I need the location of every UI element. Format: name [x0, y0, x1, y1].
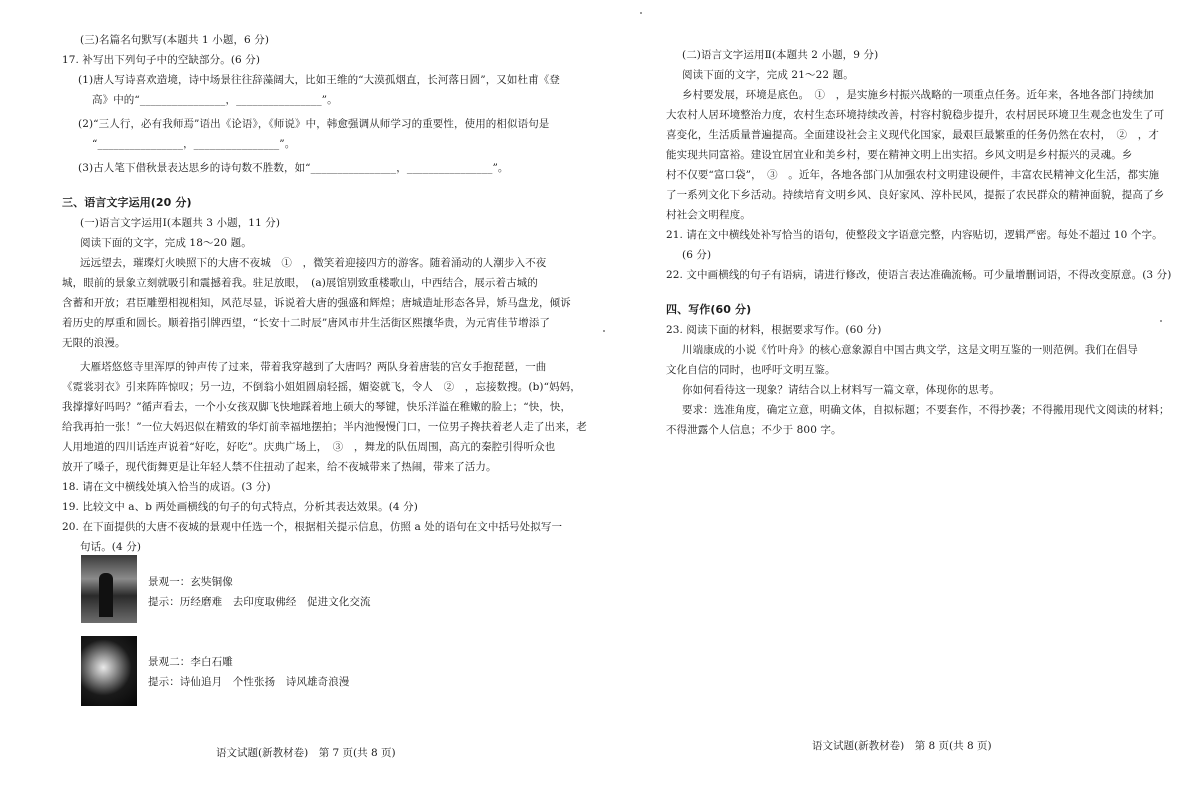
passage-line: 大农村人居环境整治力度，农村生态环境持续改善，村容村貌稳步提升，农村居民环境卫生观念也发生了可 [666, 109, 1165, 121]
passage-line: 人用地道的四川话连声说着“好吃，好吃”。庆典广场上， ③ ，舞龙的队伍周围，高亢的秦腔引得听众也 [62, 441, 556, 453]
scene-1-hint: 提示：历经磨难 去印度取佛经 促进文化交流 [148, 596, 371, 608]
left-footer: 语文试题(新教材卷) 第 7 页(共 8 页) [216, 747, 396, 759]
passage-line: 村不仅要“富口袋”， ③ 。近年，各地各部门从加强农村文明建设硬件，丰富农民精神文化生活，都实施 [666, 169, 1160, 181]
scene-2-title: 景观二：李白石雕 [148, 656, 233, 668]
question-22: 22. 文中画横线的句子有语病，请进行修改，使语言表达准确流畅。可少量增删词语，不得改变原意。(3 分) [666, 269, 1172, 281]
q17-item-1-cont: 高》中的“________________，________________”。 [92, 94, 338, 106]
passage-line: 着历史的厚重和圆长。顺着指引牌西望，“长安十二时辰”唐风市井生活街区熙攘华贵，为元宵佳节增添了 [62, 317, 550, 329]
passage-line: 村社会文明程度。 [666, 209, 751, 221]
material-line: 川端康成的小说《竹叶舟》的核心意象源自中国古典文学，这是文明互鉴的一则范例。我们在倡导 [682, 344, 1138, 356]
passage-line: 乡村要发展，环境是底色。 ① ，是实施乡村振兴战略的一项重点任务。近年来，各地各部门持续加 [682, 89, 1154, 101]
q17-item-2: (2)“三人行，必有我师焉”语出《论语》，《师说》中，韩愈强调从师学习的重要性，使用的相似语句是 [78, 118, 550, 130]
passage-line: 放开了嗓子，现代街舞更是让年轻人禁不住扭动了起来，给不夜城带来了热闹，带来了活力。 [62, 461, 497, 473]
passage-line: 远远望去，璀璨灯火映照下的大唐不夜城 ① ，微笑着迎接四方的游客。随着涌动的人潮步入不夜 [80, 257, 547, 269]
passage-line: 大雁塔悠悠寺里浑厚的钟声传了过来，带着我穿越到了大唐吗？两队身着唐装的宫女手抱琵琶，一曲 [80, 361, 547, 373]
question-18: 18. 请在文中横线处填入恰当的成语。(3 分) [62, 481, 271, 493]
passage-line: 给我再拍一张！”一位大妈迟似在精致的华灯前幸福地摆拍；半内池慢慢门口，一位男子搀扶着老人走了出来，老 [62, 421, 587, 433]
question-20: 20. 在下面提供的大唐不夜城的景观中任选一个，根据相关提示信息，仿照 a 处的语句在文中括号处拟写一 [62, 521, 563, 533]
question-21-cont: (6 分) [682, 249, 712, 261]
subsection-heading: (二)语言文字运用Ⅱ(本题共 2 小题，9 分) [682, 49, 879, 61]
q17-item-2-cont: “________________，________________”。 [92, 138, 296, 150]
subsection-heading: (一)语言文字运用Ⅰ(本题共 3 小题，11 分) [80, 217, 281, 229]
question-20-cont: 句话。(4 分) [80, 541, 142, 553]
passage-line: 无限的浪漫。 [62, 337, 126, 349]
material-line: 文化自信的同时，也呼吁文明互鉴。 [666, 364, 836, 376]
scene-1-title: 景观一：玄奘铜像 [148, 576, 233, 588]
passage-line: 我撑撑好吗吗？”循声看去，一个小女孩双脚飞快地踩着地上硕大的琴键，快乐洋溢在稚嫩的脸上；“快，快， [62, 401, 572, 413]
question-21: 21. 请在文中横线处补写恰当的语句，使整段文字语意完整，内容贴切，逻辑严密。每处不超过 10 个字。 [666, 229, 1163, 241]
right-footer: 语文试题(新教材卷) 第 8 页(共 8 页) [812, 740, 992, 752]
passage-line: 《霓裳羽衣》引来阵阵惊叹；另一边，不倒翁小姐姐圆扇轻摇，媚姿就飞，令人 ② ，忘接数搜。(b)“妈妈， [62, 381, 581, 393]
q17-item-3: (3)古人笔下借秋景表达思乡的诗句数不胜数，如“________________，________________”。 [78, 162, 509, 174]
question-19: 19. 比较文中 a、b 两处画横线的句子的句式特点，分析其表达效果。(4 分) [62, 501, 418, 513]
scan-speck [640, 12, 642, 14]
prompt-line: 你如何看待这一现象？请结合以上材料写一篇文章，体现你的思考。 [682, 384, 1000, 396]
xuanzang-statue-photo [81, 555, 137, 623]
libai-sculpture-photo [81, 636, 137, 706]
scan-speck [603, 330, 605, 332]
passage-line: 喜变化，生活质量普遍提高。全面建设社会主义现代化国家，最艰巨最繁重的任务仍然在农村， ② ，才 [666, 129, 1159, 141]
passage-line: 含蓄和开放；君臣雕塑相视相知，风范尽显，诉说着大唐的强盛和辉煌；唐城造址形态各异，矫马盘龙，倾诉 [62, 297, 571, 309]
scan-speck [1160, 320, 1162, 322]
section-heading: (三)名篇名句默写(本题共 1 小题，6 分) [80, 34, 270, 46]
part-four-heading: 四、写作(60 分) [666, 303, 752, 316]
question-23: 23. 阅读下面的材料，根据要求写作。(60 分) [666, 324, 882, 336]
question-17: 17. 补写出下列句子中的空缺部分。(6 分) [62, 54, 261, 66]
scene-2-hint: 提示：诗仙追月 个性张扬 诗风雄奇浪漫 [148, 676, 350, 688]
passage-line: 城，眼前的景象立刻就吸引和震撼着我。驻足放眼， (a)展馆别致重楼歌山，中西结合，展示着古城的 [62, 277, 538, 289]
reading-instruction: 阅读下面的文字，完成 18～20 题。 [80, 237, 252, 249]
q17-item-1: (1)唐人写诗喜欢造境，诗中场景往往辞藻阔大，比如王维的“大漠孤烟直，长河落日圆”，又如杜甫《登 [78, 74, 560, 86]
part-three-heading: 三、语言文字运用(20 分) [62, 196, 192, 209]
requirements-line: 要求：选准角度，确定立意，明确文体，自拟标题；不要套作，不得抄袭；不得搬用现代文阅读的材料； [682, 404, 1170, 416]
reading-instruction: 阅读下面的文字，完成 21～22 题。 [682, 69, 854, 81]
passage-line: 能实现共同富裕。建设宜居宜业和美乡村，要在精神文明上出实招。乡风文明是乡村振兴的灵魂。乡 [666, 149, 1133, 161]
passage-line: 了一系列文化下乡活动。持续培育文明乡风、良好家风、淳朴民风，提振了农民群众的精神面貌，提高了乡 [666, 189, 1165, 201]
requirements-line: 不得泄露个人信息；不少于 800 字。 [666, 424, 842, 436]
